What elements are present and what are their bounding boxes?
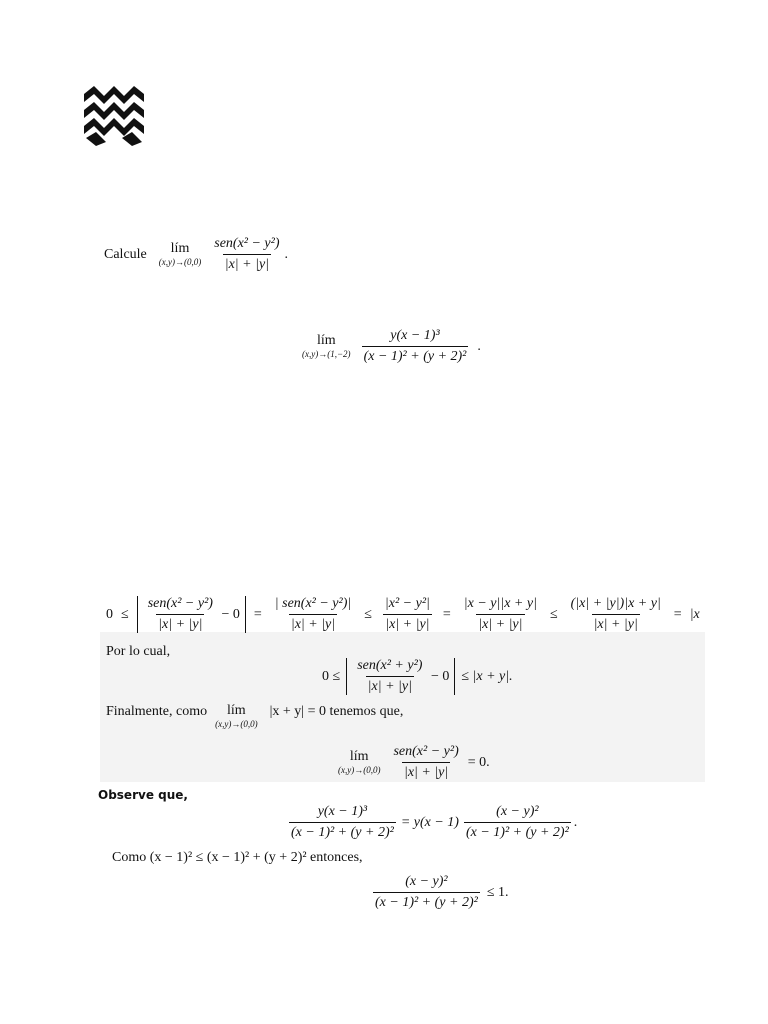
solution-2-equation (286, 804, 577, 841)
period: . (284, 246, 289, 262)
lim-word: lím (349, 749, 369, 765)
fraction-numerator: (|x| + |y|)|x + y| (570, 596, 661, 611)
lim-subscript: (x,y)→(0,0) (158, 257, 202, 268)
fraction (355, 658, 424, 695)
absolute-value (346, 658, 455, 695)
eq-symbol: = (253, 606, 262, 622)
finalmente-line (106, 704, 403, 729)
fraction-numerator: (x − y)² (496, 804, 539, 819)
problem-1-fraction (212, 236, 281, 273)
fraction-denominator: (x − 1)² + (y + 2)² (464, 822, 571, 841)
fraction-numerator: sen(x² − y²) (147, 596, 213, 611)
fraction (464, 804, 571, 841)
truncated-text: |x (689, 606, 700, 622)
lim-word: lím (227, 703, 246, 718)
zero: 0 (106, 606, 113, 622)
lim-word: lím (316, 333, 336, 349)
lim-word: lím (170, 241, 190, 257)
lim-subscript: (x,y)→(1,−2) (302, 349, 351, 360)
fraction-denominator: (x − 1)² + (y + 2)² (373, 892, 480, 911)
fraction-denominator: (x − 1)² + (y + 2)² (362, 346, 469, 365)
eq-symbol: = (673, 606, 682, 622)
por-lo-cual: Por lo cual, (106, 644, 171, 659)
period: . (573, 814, 578, 830)
publisher-logo (80, 80, 148, 148)
fraction (569, 596, 663, 633)
solution-1-line-1 (106, 596, 706, 633)
fraction-denominator: |x| + |y| (383, 614, 431, 633)
fraction-numerator: sen(x² − y²) (214, 236, 280, 251)
fraction-denominator: |x| + |y| (366, 676, 414, 695)
middle-term: = y(x − 1) (400, 814, 459, 830)
fraction (273, 596, 353, 633)
lim-subscript: (x,y)→(0,0) (215, 719, 258, 729)
period: . (477, 338, 481, 354)
fraction-denominator: |x| + |y| (156, 614, 204, 633)
finalmente-text: Finalmente, como (106, 704, 208, 719)
limit (338, 750, 380, 775)
finalmente-expression: |x + y| = 0 tenemos que, (269, 704, 404, 719)
fraction-denominator: |x| + |y| (223, 254, 271, 273)
fraction (462, 596, 539, 633)
lhs: 0 ≤ (322, 668, 341, 684)
fraction-numerator: sen(x² − y²) (393, 744, 459, 759)
problem-2 (302, 328, 481, 365)
fraction-numerator: y(x − 1)³ (390, 328, 440, 343)
solution-2-inequality (370, 874, 509, 911)
fraction-denominator: |x| + |y| (402, 762, 450, 781)
fraction-numerator: |x² − y²| (384, 596, 430, 611)
fraction-numerator: sen(x² + y²) (357, 658, 423, 673)
rhs: ≤ |x + y|. (461, 668, 513, 684)
fraction (391, 744, 460, 781)
fraction-numerator: (x − y)² (405, 874, 448, 889)
observe-que: Observe que, (98, 788, 188, 802)
le-one: ≤ 1. (486, 884, 509, 900)
problem-2-limit (302, 334, 351, 359)
eq-symbol: = (442, 606, 451, 622)
minus-zero: − 0 (221, 606, 240, 622)
minus-zero: − 0 (430, 668, 450, 684)
fraction-numerator: |x − y||x + y| (463, 596, 537, 611)
le-symbol: ≤ (364, 606, 372, 622)
le-symbol: ≤ (121, 606, 129, 622)
problem-1 (104, 236, 288, 273)
fraction (289, 804, 396, 841)
solution-1-line-3 (338, 744, 490, 781)
problem-1-limit (159, 242, 201, 267)
fraction-denominator: |x| + |y| (592, 614, 640, 633)
fraction-denominator: |x| + |y| (476, 614, 524, 633)
problem-1-word: Calcule (104, 246, 147, 262)
fraction-numerator: y(x − 1)³ (317, 804, 368, 819)
fraction-denominator: |x| + |y| (289, 614, 337, 633)
le-symbol: ≤ (549, 606, 558, 622)
lim-subscript: (x,y)→(0,0) (338, 765, 381, 776)
fraction-denominator: (x − 1)² + (y + 2)² (289, 822, 396, 841)
equals-zero: = 0. (467, 754, 490, 770)
absolute-value (137, 596, 246, 633)
solution-1-line-2 (322, 658, 513, 695)
fraction (146, 596, 215, 633)
como-line: Como (x − 1)² ≤ (x − 1)² + (y + 2)² entonces, (112, 850, 363, 865)
fraction-numerator: | sen(x² − y²)| (274, 596, 352, 611)
finalmente-limit (215, 704, 257, 729)
fraction (373, 874, 480, 911)
problem-2-fraction (362, 328, 469, 365)
fraction (383, 596, 432, 633)
